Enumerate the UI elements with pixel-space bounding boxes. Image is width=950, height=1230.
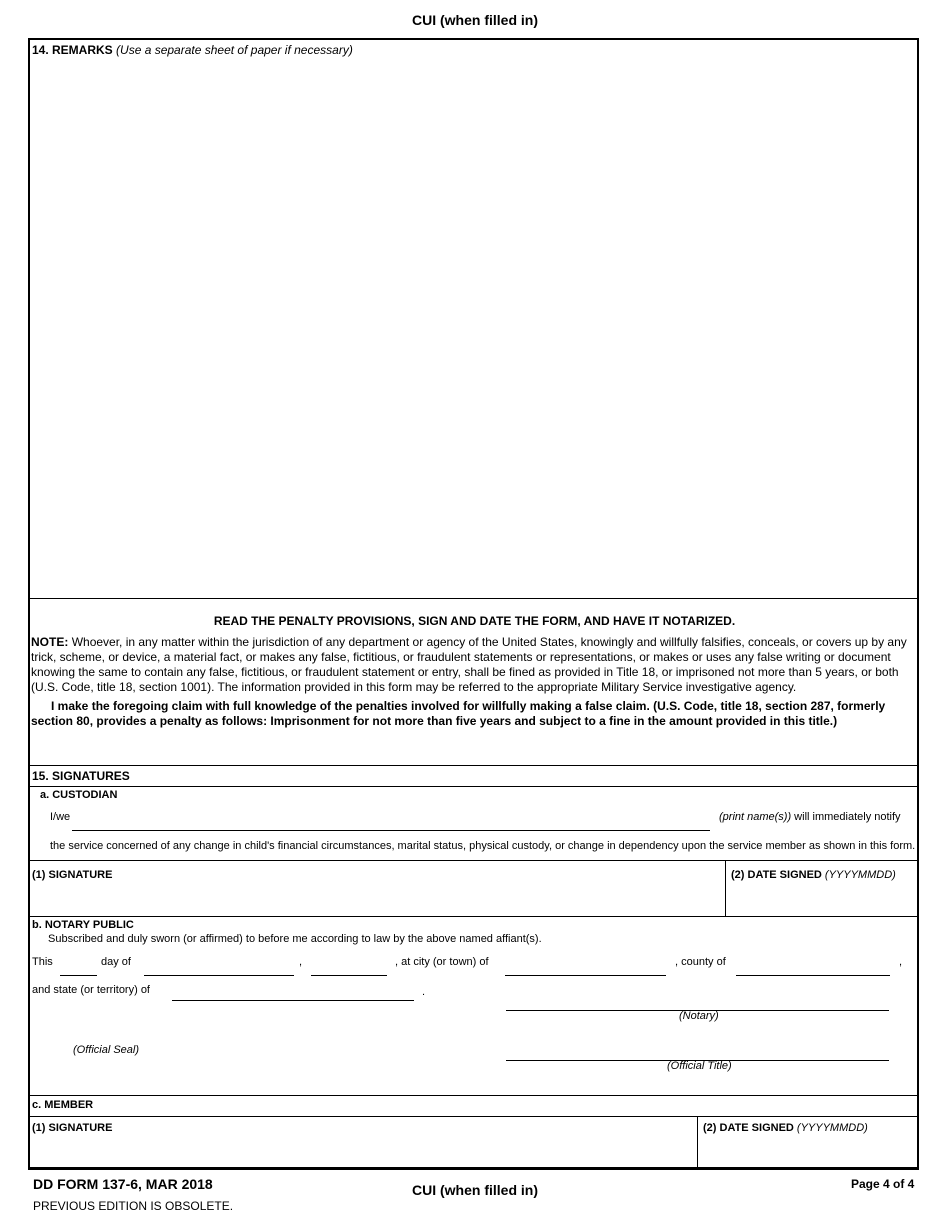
member-label: c. MEMBER <box>32 1099 94 1111</box>
iwe-text: I/we <box>50 811 71 823</box>
note-text: Whoever, in any matter within the jurisdiction of any department or agency of the United States, knowingly and willfully falsifies, conceals, or covers up by any trick, scheme, or device, a material fact, or makes any false, fictitious, or fraudulent statements or representations, or makes or uses any false writing or document knowing the same to contain any false, fictitious, or fraudulent statement or entry, shall be fined as provided in Title 18, or imprisoned not more than 5 years, or both (U.S. Code, title 18, section 1001). The information provided in this form may be referred to the appropriate Military Service investigative agency. <box>31 635 907 694</box>
remarks-hint: (Use a separate sheet of paper if necessary) <box>116 43 353 57</box>
year-line <box>311 975 387 976</box>
day-line <box>60 975 97 976</box>
notary-label: b. NOTARY PUBLIC <box>32 919 134 931</box>
divider <box>725 860 726 916</box>
custodian-date-field[interactable] <box>731 884 915 914</box>
classification-header: CUI (when filled in) <box>412 12 538 28</box>
print-names-hint: (print name(s)) <box>719 811 792 823</box>
divider <box>30 1116 919 1117</box>
comma-text: , <box>899 956 903 968</box>
official-title-caption: (Official Title) <box>667 1060 732 1072</box>
and-state-text: and state (or territory) of <box>32 984 150 996</box>
official-title-input[interactable] <box>506 1038 889 1059</box>
notary-signature-input[interactable] <box>506 988 889 1009</box>
note-label: NOTE: <box>31 635 69 649</box>
will-notify-text: will immediately notify <box>791 811 901 823</box>
county-of-text: , county of <box>675 956 726 968</box>
state-input[interactable] <box>172 980 414 999</box>
claim-statement: I make the foregoing claim with full knowledge of the penalties involved for willfully making a false claim. (U.S. Code, title 18, section 287, formerly section 80, provides a penalty as follows: Imprisonment for not more than five years and subject to a fine in the amount provided in this title.) <box>31 699 886 728</box>
classification-footer: CUI (when filled in) <box>412 1182 538 1198</box>
day-input[interactable] <box>60 954 97 974</box>
custodian-statement: the service concerned of any change in child's financial circumstances, marital status, physical custody, or change in dependency upon the service member as shown in this form. <box>50 840 916 852</box>
divider <box>697 1116 698 1170</box>
this-text: This <box>32 956 53 968</box>
divider <box>30 1095 919 1096</box>
page-number: Page 4 of 4 <box>851 1177 915 1191</box>
divider <box>30 786 919 787</box>
date-format-hint: (YYYYMMDD) <box>796 1122 868 1134</box>
divider <box>30 860 919 861</box>
obsolete-note: PREVIOUS EDITION IS OBSOLETE. <box>33 1199 234 1213</box>
city-input[interactable] <box>505 954 666 974</box>
custodian-date-label <box>731 869 896 881</box>
print-names-caption <box>719 811 901 823</box>
month-input[interactable] <box>144 954 294 974</box>
divider <box>30 765 919 766</box>
official-seal-caption: (Official Seal) <box>73 1044 140 1056</box>
member-signature-field[interactable] <box>32 1138 694 1168</box>
state-line <box>172 1000 414 1001</box>
date-signed-label: (2) DATE SIGNED <box>703 1122 794 1134</box>
signatures-title: 15. SIGNATURES <box>32 769 130 783</box>
city-line <box>505 975 666 976</box>
day-of-text: day of <box>101 956 131 968</box>
remarks-label: 14. REMARKS <box>32 43 113 57</box>
penalty-heading: READ THE PENALTY PROVISIONS, SIGN AND DATE THE FORM, AND HAVE IT NOTARIZED. <box>213 614 736 628</box>
notary-caption: (Notary) <box>679 1010 719 1022</box>
custodian-signature-label: (1) SIGNATURE <box>32 869 113 881</box>
divider <box>30 598 919 599</box>
custodian-names-line <box>72 830 710 831</box>
member-signature-label: (1) SIGNATURE <box>32 1122 113 1134</box>
notary-subscribed: Subscribed and duly sworn (or affirmed) to before me according to law by the above named affiant(s). <box>48 933 542 945</box>
date-format-hint: (YYYYMMDD) <box>824 869 896 881</box>
penalty-note <box>31 635 919 695</box>
divider <box>30 916 919 917</box>
member-date-field[interactable] <box>703 1138 915 1168</box>
remarks-heading <box>32 43 353 57</box>
month-line <box>144 975 294 976</box>
period-text: . <box>422 986 426 998</box>
county-input[interactable] <box>736 954 890 974</box>
member-date-label <box>703 1122 868 1134</box>
county-line <box>736 975 890 976</box>
custodian-label: a. CUSTODIAN <box>40 789 118 801</box>
at-city-text: , at city (or town) of <box>395 956 489 968</box>
custodian-signature-field[interactable] <box>32 884 722 914</box>
form-id: DD FORM 137-6, MAR 2018 <box>33 1176 213 1192</box>
custodian-names-input[interactable] <box>72 806 710 828</box>
comma-text: , <box>299 956 303 968</box>
remarks-textarea[interactable] <box>32 60 916 596</box>
date-signed-label: (2) DATE SIGNED <box>731 869 822 881</box>
year-input[interactable] <box>311 954 387 974</box>
